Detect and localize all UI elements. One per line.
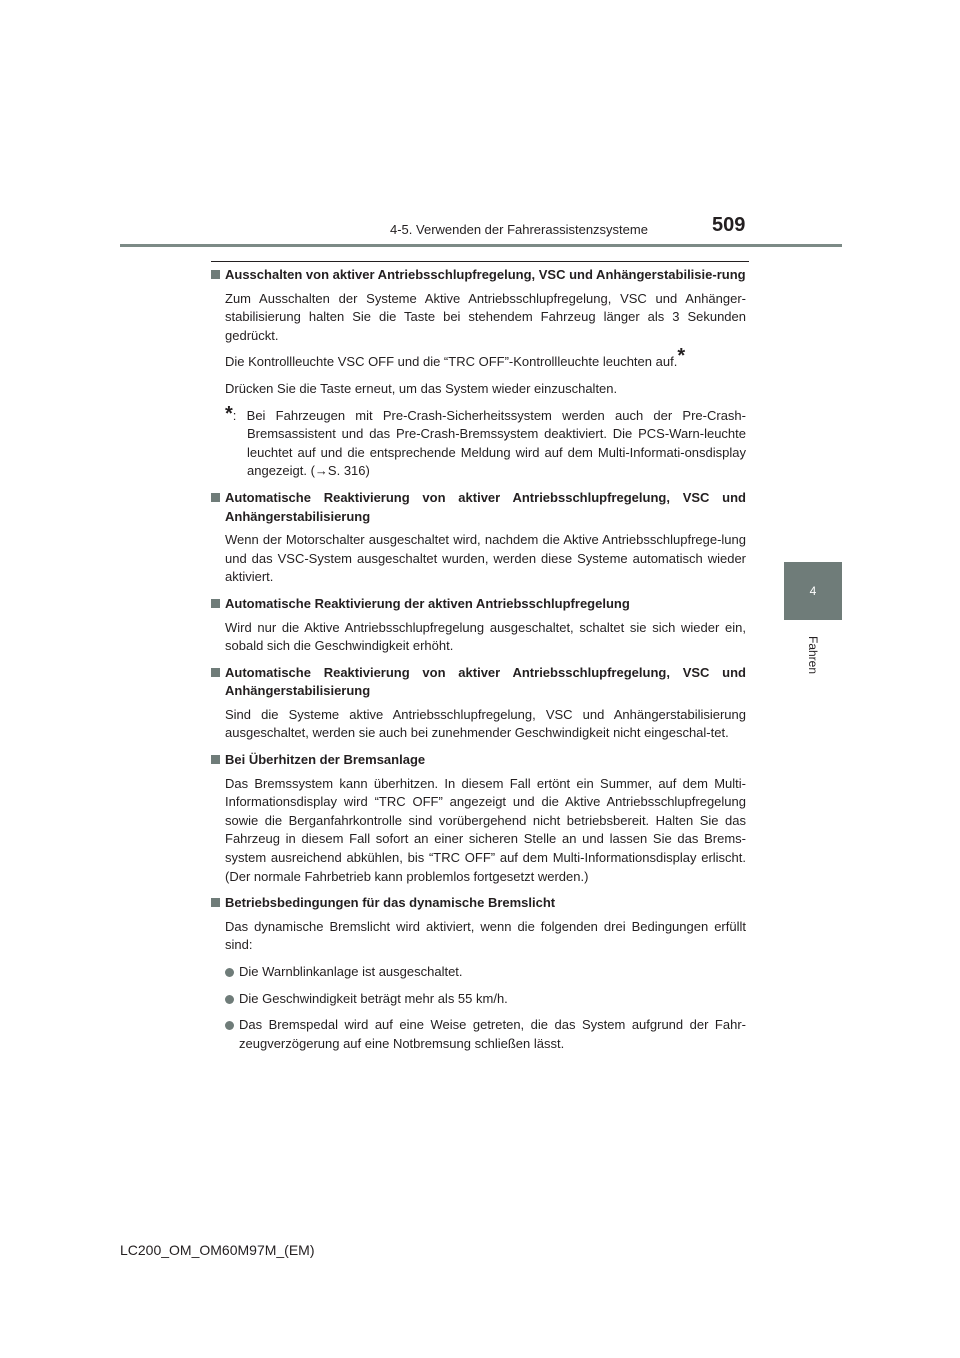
section-auto-reactivation [211,489,746,587]
paragraph: Das dynamische Bremslicht wird aktiviert, wenn die folgenden drei Bedingungen erfüllt sind: [225,918,746,953]
square-bullet-icon [211,668,220,677]
page-number: 509 [712,214,746,236]
list-item [211,963,746,982]
section-trc-reactivation [211,595,746,656]
list-item [211,990,746,1009]
paragraph: Sind die Systeme aktive Antriebsschlupfregelung, VSC und Anhängerstabilisierung ausgeschaltet, werden sie auch bei zunehmender Geschwindigkeit nicht eingeschal-tet. [225,706,746,741]
square-bullet-icon [211,898,220,907]
section-speed-reactivation [211,664,746,743]
section-heading [211,894,746,913]
square-bullet-icon [211,270,220,279]
page-content [211,266,746,1061]
header-section-title: 4-5. Verwenden der Fahrerassistenzsysteme [390,222,648,237]
paragraph: Drücken Sie die Taste erneut, um das System wieder einzuschalten. [225,380,618,396]
footnote [225,402,746,481]
list-item [211,1016,746,1053]
circle-bullet-icon [225,1021,234,1030]
heading-text: Ausschalten von aktiver Antriebsschlupfregelung, VSC und Anhängerstabilisie-rung [225,267,746,282]
section-brake-overheat [211,751,746,886]
header-rule [120,244,842,247]
heading-text: Bei Überhitzen der Bremsanlage [225,752,426,768]
paragraph: Wird nur die Aktive Antriebsschlupfregelung ausgeschaltet, schaltet sie sich wieder ein, sobald sich die Geschwindigkeit erhöht. [225,619,746,654]
paragraph: Das Bremssystem kann überhitzen. In diesem Fall ertönt ein Summer, auf dem Multi-Informationsdisplay wird “TRC OFF” angezeigt und die Aktive Antriebsschlupfregelung sowie die Berganfahrkontrolle sind vorübergehend nicht betriebsbereit. Halten Sie das Fahrzeug in diesem Fall sofort an einer sicheren Stelle an und lassen Sie das Brems-system ausreichend abkühlen, bis “TRC OFF” auf dem Multi-Informationsdisplay erlischt. (Der normale Fahrbetrieb kann problemlos fortgesetzt werden.) [225,775,746,884]
circle-bullet-icon [225,995,234,1004]
section-heading [211,489,746,526]
square-bullet-icon [211,755,220,764]
square-bullet-icon [211,493,220,502]
section-heading [211,595,746,614]
section-dynamic-brake-light [211,894,746,1053]
list-item-text: Die Geschwindigkeit beträgt mehr als 55 km/h. [239,990,508,1006]
heading-text: Automatische Reaktivierung der aktiven Antriebsschlupfregelung [225,595,630,611]
paragraph-text: Die Kontrollleuchte VSC OFF und die “TRC OFF”-Kontrollleuchte leuchten auf. [225,354,678,370]
chapter-label: Fahren [806,636,820,675]
section-heading [211,266,746,285]
paragraph: Zum Ausschalten der Systeme Aktive Antriebsschlupfregelung, VSC und Anhänger-stabilisierung halten Sie die Taste bei stehendem Fahrzeug länger als 3 Sekunden gedrückt. [225,290,746,343]
list-item-text: Die Warnblinkanlage ist ausgeschaltet. [239,964,463,979]
square-bullet-icon [211,599,220,608]
chapter-number: 4 [809,584,817,598]
heading-text: Betriebsbedingungen für das dynamische Bremslicht [225,895,556,911]
paragraph [211,345,746,372]
content-rule [211,261,749,262]
paragraph: Wenn der Motorschalter ausgeschaltet wird, nachdem die Aktive Antriebsschlupfrege-lung und das VSC-System ausgeschaltet wurden, werden diese Systeme automatisch wieder aktiviert. [225,532,746,585]
list-item-text: Das Bremspedal wird auf eine Weise getreten, die das System aufgrund der Fahr-zeugverzögerung auf eine Notbremsung schließen lässt. [239,1017,746,1051]
heading-text: Automatische Reaktivierung von aktiver Antriebsschlupfregelung, VSC und Anhängerstabilisierung [225,489,746,524]
chapter-tab [784,562,842,620]
circle-bullet-icon [225,968,234,977]
section-heading [211,751,746,770]
section-deactivation [211,266,746,481]
footnote-ref-asterisk: * [677,345,686,368]
heading-text: Automatische Reaktivierung von aktiver Antriebsschlupfregelung, VSC und Anhängerstabilisierung [225,664,746,699]
footnote-asterisk: * [225,402,233,425]
footer-doc-code: LC200_OM_OM60M97M_(EM) [120,1242,315,1258]
footnote-text: : Bei Fahrzeugen mit Pre-Crash-Sicherheitssystem werden auch der Pre-Crash-Bremsassistent und das Pre-Crash-Bremssystem deaktiviert. Die PCS-Warn-leuchte leuchtet auf und die entsprechende Meldung wird auf dem Multi-Informati-onsdisplay angezeigt. (→S. 316) [232,407,746,479]
section-heading [211,664,746,701]
